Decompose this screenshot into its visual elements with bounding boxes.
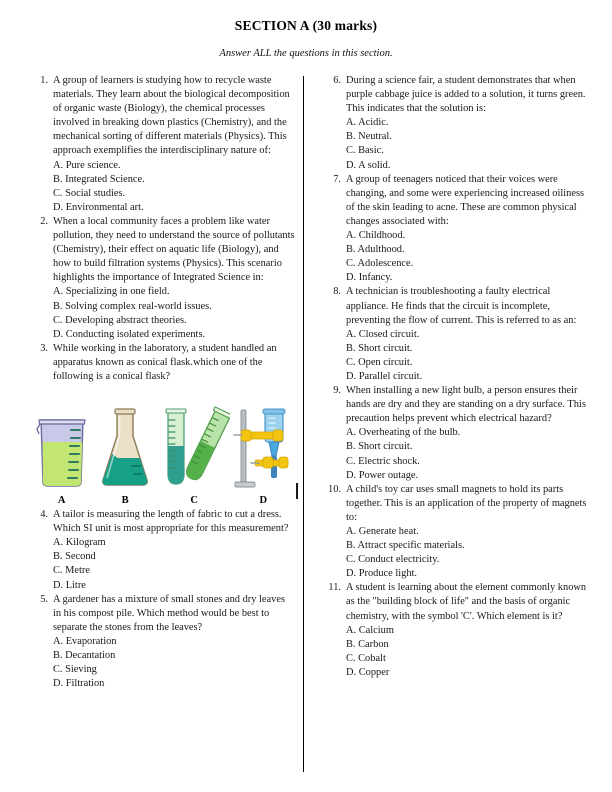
question-option[interactable]: A. Childhood. bbox=[346, 230, 406, 242]
question-number: 3. bbox=[40, 342, 48, 354]
question-option[interactable]: A. Kilogram bbox=[53, 537, 106, 549]
question-body bbox=[346, 384, 592, 483]
test-tubes-icon bbox=[158, 404, 230, 490]
question-options bbox=[346, 426, 592, 482]
question-option[interactable]: A. Pure science. bbox=[53, 159, 121, 171]
question-body bbox=[346, 173, 592, 286]
beaker-icon bbox=[33, 408, 91, 490]
question-columns bbox=[0, 74, 612, 774]
page-edge-artifact bbox=[296, 483, 298, 499]
question-number: 8. bbox=[333, 286, 341, 298]
question-option[interactable]: B. Decantation bbox=[53, 650, 116, 661]
apparatus-figure bbox=[30, 398, 295, 506]
retort-stand-burette-icon bbox=[231, 402, 295, 490]
question-number: 5. bbox=[40, 593, 48, 605]
question-number: 11. bbox=[328, 582, 341, 594]
question-options bbox=[346, 116, 592, 172]
page-title: SECTION A (30 marks) bbox=[234, 18, 378, 33]
apparatus-option-c[interactable] bbox=[157, 398, 231, 490]
question-option[interactable]: A. Evaporation bbox=[53, 635, 117, 647]
question-option[interactable]: D. Produce light. bbox=[346, 568, 417, 580]
question-stem: A gardener has a mixture of small stones and dry leaves in his compost pile. Which method would be best to separate the stones from the leaves? bbox=[53, 593, 285, 633]
question-option[interactable]: B. Short circuit. bbox=[346, 441, 413, 453]
question-number: 6. bbox=[333, 75, 341, 86]
question-options bbox=[53, 285, 295, 341]
question-options bbox=[346, 624, 592, 680]
question-item bbox=[323, 173, 592, 286]
question-option[interactable]: D. Environmental art. bbox=[53, 201, 144, 213]
question-option[interactable]: B. Solving complex real-world issues. bbox=[53, 300, 212, 312]
question-option[interactable]: C. Cobalt bbox=[346, 652, 386, 664]
question-item bbox=[30, 215, 295, 342]
apparatus-label-c: C bbox=[190, 495, 199, 507]
question-option[interactable]: D. Litre bbox=[53, 579, 86, 591]
question-item bbox=[30, 508, 295, 593]
question-body bbox=[53, 593, 295, 692]
question-option[interactable]: B. Short circuit. bbox=[346, 342, 413, 354]
question-option[interactable]: C. Metre bbox=[53, 565, 90, 577]
question-options bbox=[346, 525, 592, 581]
question-body bbox=[346, 581, 592, 680]
question-option[interactable]: C. Social studies. bbox=[53, 187, 126, 199]
apparatus-option-b[interactable] bbox=[93, 398, 156, 490]
question-option[interactable]: B. Adulthood. bbox=[346, 244, 405, 256]
question-body bbox=[53, 342, 295, 384]
apparatus-label-b: B bbox=[121, 495, 129, 507]
question-number: 2. bbox=[40, 215, 48, 227]
question-item bbox=[323, 483, 592, 582]
question-item bbox=[323, 285, 592, 384]
question-option[interactable]: D. Conducting isolated experiments. bbox=[53, 328, 206, 340]
apparatus-row bbox=[30, 398, 295, 490]
page-header bbox=[0, 0, 612, 59]
question-option[interactable]: C. Basic. bbox=[346, 145, 384, 157]
question-body bbox=[346, 483, 592, 582]
question-option[interactable]: C. Electric shock. bbox=[346, 455, 420, 467]
question-option[interactable]: B. Carbon bbox=[346, 638, 389, 650]
apparatus-option-a[interactable] bbox=[30, 398, 93, 490]
question-option[interactable]: D. Filtration bbox=[53, 678, 105, 690]
column-divider bbox=[303, 76, 304, 772]
question-stem: A tailor is measuring the length of fabric to cut a dress. Which SI unit is most appropriate for this measurement? bbox=[53, 509, 289, 535]
apparatus-label-a: A bbox=[57, 495, 66, 507]
question-item bbox=[323, 384, 592, 483]
conical-flask-icon bbox=[98, 406, 152, 490]
question-option[interactable]: B. Second bbox=[53, 551, 96, 563]
apparatus-option-d[interactable] bbox=[231, 398, 295, 490]
question-option[interactable]: D. Power outage. bbox=[346, 469, 419, 481]
page-subtitle: Answer ALL the questions in this section. bbox=[219, 48, 393, 59]
question-stem: When a local community faces a problem like water pollution, they need to understand the source of pollutants (Chemistry), their effect on aquatic life (Biology), and how to build filtration systems (Physics). This scenario highlights the importance of Integrated Science in: bbox=[53, 215, 295, 284]
question-number: 7. bbox=[333, 173, 341, 185]
question-option[interactable]: D. Copper bbox=[346, 666, 390, 678]
question-option[interactable]: B. Neutral. bbox=[346, 131, 392, 143]
question-option[interactable]: A. Generate heat. bbox=[346, 526, 419, 537]
question-option[interactable]: B. Attract specific materials. bbox=[346, 540, 465, 552]
question-option[interactable]: D. A solid. bbox=[346, 159, 391, 171]
question-number: 9. bbox=[333, 385, 341, 397]
left-column bbox=[0, 74, 303, 691]
apparatus-label-row bbox=[30, 495, 295, 506]
question-number: 1. bbox=[40, 75, 48, 86]
question-option[interactable]: C. Adolescence. bbox=[346, 258, 414, 270]
question-item bbox=[30, 593, 295, 692]
question-option[interactable]: A. Specializing in one field. bbox=[53, 286, 170, 298]
question-item bbox=[30, 342, 295, 384]
question-item bbox=[323, 581, 592, 680]
question-stem: A child's toy car uses small magnets to hold its parts together. This is an application of the property of magnets to: bbox=[346, 483, 587, 523]
question-option[interactable]: C. Sieving bbox=[53, 664, 97, 676]
right-column bbox=[303, 74, 606, 680]
question-item bbox=[323, 74, 592, 173]
question-stem: When installing a new light bulb, a person ensures their hands are dry and they are standing on a dry surface. This precaution helps prevent which electrical hazard? bbox=[346, 385, 586, 425]
question-options bbox=[53, 536, 295, 592]
question-stem: While working in the laboratory, a student handled an apparatus known as conical flask.which one of the following is a conical flask? bbox=[53, 342, 277, 382]
question-option[interactable]: C. Developing abstract theories. bbox=[53, 314, 187, 326]
question-number: 4. bbox=[40, 509, 48, 521]
question-options bbox=[53, 635, 295, 691]
question-option[interactable]: D. Infancy. bbox=[346, 272, 393, 284]
question-number: 10. bbox=[328, 483, 341, 495]
question-body bbox=[53, 215, 295, 342]
question-stem: A group of teenagers noticed that their voices were changing, and some were experiencing increased oiliness of the skin leading to acne. These are common physical changes associated with: bbox=[346, 173, 585, 227]
question-options bbox=[346, 328, 592, 384]
question-stem: A student is learning about the element commonly known as the "building block of life" and the basis of organic chemistry, with the symbol 'C'. Which element is it? bbox=[346, 582, 587, 622]
question-option[interactable]: C. Open circuit. bbox=[346, 356, 413, 368]
question-body bbox=[53, 74, 295, 215]
question-option[interactable]: A. Closed circuit. bbox=[346, 328, 420, 340]
question-item bbox=[30, 74, 295, 215]
question-stem: A technician is troubleshooting a faulty electrical appliance. He finds that the circuit is incomplete, preventing the flow of current. This is referred to as an: bbox=[346, 286, 577, 326]
question-option[interactable]: A. Calcium bbox=[346, 624, 394, 636]
question-option[interactable]: D. Parallel circuit. bbox=[346, 370, 423, 382]
question-body bbox=[53, 508, 295, 593]
question-option[interactable]: C. Conduct electricity. bbox=[346, 554, 440, 566]
question-option[interactable]: A. Acidic. bbox=[346, 117, 389, 129]
question-option[interactable]: B. Integrated Science. bbox=[53, 173, 145, 185]
question-stem: A group of learners is studying how to recycle waste materials. They learn about the biological decomposition of organic waste (Biology), the chemical processes involved in breaking down plastics (Chemistry), and the mechanical sorting of different materials (Physics). This approach exemplifies the interdisciplinary nature of: bbox=[53, 75, 290, 157]
question-stem: During a science fair, a student demonstrates that when purple cabbage juice is added to a solution, it turns green. This indicates that the solution is: bbox=[346, 75, 586, 115]
question-options bbox=[346, 229, 592, 285]
question-option[interactable]: A. Overheating of the bulb. bbox=[346, 427, 461, 439]
apparatus-label-d: D bbox=[259, 495, 268, 507]
question-body bbox=[346, 74, 592, 173]
question-body bbox=[346, 285, 592, 384]
question-options bbox=[53, 159, 295, 215]
